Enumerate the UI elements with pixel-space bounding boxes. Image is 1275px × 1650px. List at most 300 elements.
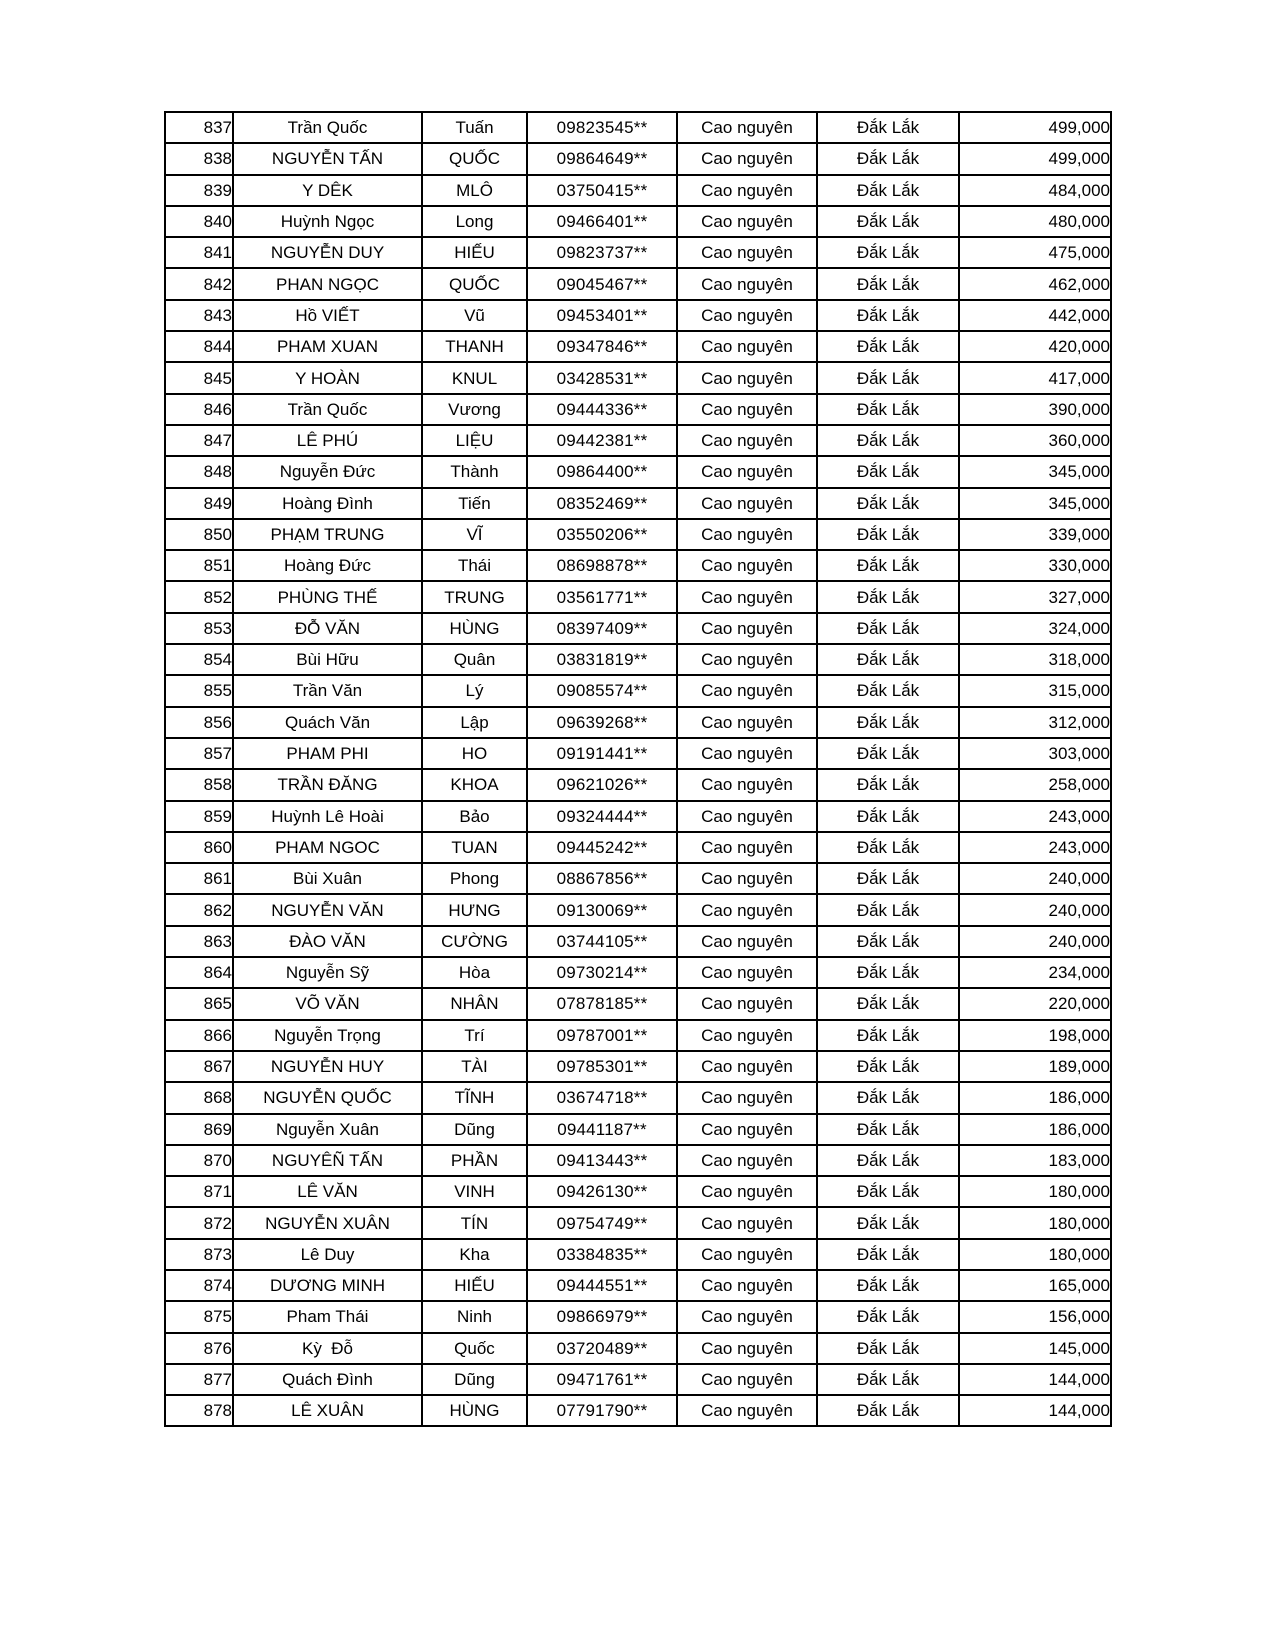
amount-cell: 345,000 [959, 488, 1111, 519]
phone-cell: 07878185** [527, 988, 677, 1019]
given-name-cell: Lập [422, 707, 527, 738]
province-cell: Đắk Lắk [817, 1364, 959, 1395]
amount-cell: 339,000 [959, 519, 1111, 550]
table-row [165, 863, 1111, 894]
row-number-cell: 872 [165, 1207, 233, 1238]
first-middle-name-cell: Lê Duy [233, 1239, 422, 1270]
given-name-cell: TRUNG [422, 581, 527, 612]
region-cell: Cao nguyên [677, 1239, 817, 1270]
given-name-cell: HÙNG [422, 613, 527, 644]
table-row [165, 738, 1111, 769]
table-row [165, 1270, 1111, 1301]
province-cell: Đắk Lắk [817, 519, 959, 550]
region-cell: Cao nguyên [677, 832, 817, 863]
first-middle-name-cell: LÊ XUÂN [233, 1395, 422, 1426]
row-number-cell: 860 [165, 832, 233, 863]
given-name-cell: Ninh [422, 1301, 527, 1332]
amount-cell: 420,000 [959, 331, 1111, 362]
row-number-cell: 870 [165, 1145, 233, 1176]
table-row [165, 143, 1111, 174]
province-cell: Đắk Lắk [817, 1395, 959, 1426]
amount-cell: 312,000 [959, 707, 1111, 738]
region-cell: Cao nguyên [677, 550, 817, 581]
region-cell: Cao nguyên [677, 957, 817, 988]
given-name-cell: Quốc [422, 1333, 527, 1364]
row-number-cell: 863 [165, 926, 233, 957]
first-middle-name-cell: PHẠM TRUNG [233, 519, 422, 550]
phone-cell: 03428531** [527, 362, 677, 393]
phone-cell: 09866979** [527, 1301, 677, 1332]
table-row [165, 1020, 1111, 1051]
given-name-cell: QUỐC [422, 143, 527, 174]
table-row [165, 926, 1111, 957]
province-cell: Đắk Lắk [817, 143, 959, 174]
amount-cell: 240,000 [959, 894, 1111, 925]
region-cell: Cao nguyên [677, 331, 817, 362]
first-middle-name-cell: NGUYỄN DUY [233, 237, 422, 268]
recipient-table [164, 111, 1112, 1427]
phone-cell: 09754749** [527, 1207, 677, 1238]
phone-cell: 09621026** [527, 769, 677, 800]
row-number-cell: 877 [165, 1364, 233, 1395]
phone-cell: 09730214** [527, 957, 677, 988]
row-number-cell: 845 [165, 362, 233, 393]
region-cell: Cao nguyên [677, 613, 817, 644]
given-name-cell: PHẦN [422, 1145, 527, 1176]
amount-cell: 462,000 [959, 268, 1111, 299]
province-cell: Đắk Lắk [817, 988, 959, 1019]
row-number-cell: 839 [165, 175, 233, 206]
first-middle-name-cell: PHAM PHI [233, 738, 422, 769]
first-middle-name-cell: PHAM XUAN [233, 331, 422, 362]
region-cell: Cao nguyên [677, 1020, 817, 1051]
amount-cell: 303,000 [959, 738, 1111, 769]
row-number-cell: 849 [165, 488, 233, 519]
region-cell: Cao nguyên [677, 581, 817, 612]
province-cell: Đắk Lắk [817, 644, 959, 675]
first-middle-name-cell: LÊ VĂN [233, 1176, 422, 1207]
province-cell: Đắk Lắk [817, 707, 959, 738]
first-middle-name-cell: PHÙNG THẾ [233, 581, 422, 612]
given-name-cell: HO [422, 738, 527, 769]
phone-cell: 08698878** [527, 550, 677, 581]
table-row [165, 644, 1111, 675]
given-name-cell: Kha [422, 1239, 527, 1270]
given-name-cell: TÀI [422, 1051, 527, 1082]
first-middle-name-cell: Huỳnh Lê Hoài [233, 801, 422, 832]
region-cell: Cao nguyên [677, 675, 817, 706]
given-name-cell: Phong [422, 863, 527, 894]
region-cell: Cao nguyên [677, 738, 817, 769]
given-name-cell: THANH [422, 331, 527, 362]
row-number-cell: 875 [165, 1301, 233, 1332]
province-cell: Đắk Lắk [817, 300, 959, 331]
amount-cell: 156,000 [959, 1301, 1111, 1332]
phone-cell: 09471761** [527, 1364, 677, 1395]
phone-cell: 09453401** [527, 300, 677, 331]
phone-cell: 09441187** [527, 1114, 677, 1145]
phone-cell: 03384835** [527, 1239, 677, 1270]
first-middle-name-cell: PHAM NGOC [233, 832, 422, 863]
amount-cell: 258,000 [959, 769, 1111, 800]
row-number-cell: 869 [165, 1114, 233, 1145]
region-cell: Cao nguyên [677, 1270, 817, 1301]
first-middle-name-cell: Pham Thái [233, 1301, 422, 1332]
province-cell: Đắk Lắk [817, 1051, 959, 1082]
region-cell: Cao nguyên [677, 1145, 817, 1176]
phone-cell: 09442381** [527, 425, 677, 456]
amount-cell: 499,000 [959, 143, 1111, 174]
row-number-cell: 854 [165, 644, 233, 675]
row-number-cell: 855 [165, 675, 233, 706]
amount-cell: 480,000 [959, 206, 1111, 237]
region-cell: Cao nguyên [677, 894, 817, 925]
region-cell: Cao nguyên [677, 237, 817, 268]
first-middle-name-cell: NGUYỄN VĂN [233, 894, 422, 925]
row-number-cell: 865 [165, 988, 233, 1019]
province-cell: Đắk Lắk [817, 894, 959, 925]
table-row [165, 1145, 1111, 1176]
phone-cell: 09864649** [527, 143, 677, 174]
region-cell: Cao nguyên [677, 143, 817, 174]
province-cell: Đắk Lắk [817, 112, 959, 143]
row-number-cell: 873 [165, 1239, 233, 1270]
province-cell: Đắk Lắk [817, 331, 959, 362]
given-name-cell: QUỐC [422, 268, 527, 299]
province-cell: Đắk Lắk [817, 1270, 959, 1301]
amount-cell: 198,000 [959, 1020, 1111, 1051]
row-number-cell: 838 [165, 143, 233, 174]
province-cell: Đắk Lắk [817, 237, 959, 268]
first-middle-name-cell: ĐÀO VĂN [233, 926, 422, 957]
province-cell: Đắk Lắk [817, 863, 959, 894]
province-cell: Đắk Lắk [817, 926, 959, 957]
amount-cell: 186,000 [959, 1114, 1111, 1145]
province-cell: Đắk Lắk [817, 1176, 959, 1207]
region-cell: Cao nguyên [677, 519, 817, 550]
region-cell: Cao nguyên [677, 1395, 817, 1426]
table-row [165, 613, 1111, 644]
first-middle-name-cell: Nguyễn Xuân [233, 1114, 422, 1145]
row-number-cell: 859 [165, 801, 233, 832]
province-cell: Đắk Lắk [817, 1333, 959, 1364]
region-cell: Cao nguyên [677, 456, 817, 487]
amount-cell: 145,000 [959, 1333, 1111, 1364]
amount-cell: 315,000 [959, 675, 1111, 706]
row-number-cell: 862 [165, 894, 233, 925]
given-name-cell: Tiến [422, 488, 527, 519]
first-middle-name-cell: Y HOÀN [233, 362, 422, 393]
table-row [165, 1301, 1111, 1332]
table-row [165, 1364, 1111, 1395]
amount-cell: 475,000 [959, 237, 1111, 268]
first-middle-name-cell: LÊ PHÚ [233, 425, 422, 456]
given-name-cell: VINH [422, 1176, 527, 1207]
region-cell: Cao nguyên [677, 425, 817, 456]
given-name-cell: TUAN [422, 832, 527, 863]
amount-cell: 360,000 [959, 425, 1111, 456]
province-cell: Đắk Lắk [817, 801, 959, 832]
table-row [165, 1082, 1111, 1113]
table-row [165, 1051, 1111, 1082]
phone-cell: 08352469** [527, 488, 677, 519]
province-cell: Đắk Lắk [817, 1301, 959, 1332]
given-name-cell: HƯNG [422, 894, 527, 925]
table-row [165, 1239, 1111, 1270]
amount-cell: 144,000 [959, 1395, 1111, 1426]
region-cell: Cao nguyên [677, 206, 817, 237]
row-number-cell: 874 [165, 1270, 233, 1301]
given-name-cell: Vương [422, 394, 527, 425]
region-cell: Cao nguyên [677, 1114, 817, 1145]
amount-cell: 186,000 [959, 1082, 1111, 1113]
row-number-cell: 864 [165, 957, 233, 988]
row-number-cell: 850 [165, 519, 233, 550]
region-cell: Cao nguyên [677, 1333, 817, 1364]
row-number-cell: 866 [165, 1020, 233, 1051]
province-cell: Đắk Lắk [817, 675, 959, 706]
amount-cell: 240,000 [959, 863, 1111, 894]
table-row [165, 581, 1111, 612]
row-number-cell: 867 [165, 1051, 233, 1082]
region-cell: Cao nguyên [677, 175, 817, 206]
phone-cell: 09785301** [527, 1051, 677, 1082]
given-name-cell: Trí [422, 1020, 527, 1051]
table-row [165, 425, 1111, 456]
province-cell: Đắk Lắk [817, 613, 959, 644]
row-number-cell: 876 [165, 1333, 233, 1364]
province-cell: Đắk Lắk [817, 769, 959, 800]
phone-cell: 03720489** [527, 1333, 677, 1364]
row-number-cell: 843 [165, 300, 233, 331]
first-middle-name-cell: Trần Văn [233, 675, 422, 706]
region-cell: Cao nguyên [677, 863, 817, 894]
phone-cell: 09444336** [527, 394, 677, 425]
amount-cell: 220,000 [959, 988, 1111, 1019]
row-number-cell: 847 [165, 425, 233, 456]
table-row [165, 1114, 1111, 1145]
amount-cell: 390,000 [959, 394, 1111, 425]
table-row [165, 206, 1111, 237]
region-cell: Cao nguyên [677, 394, 817, 425]
table-row [165, 1207, 1111, 1238]
region-cell: Cao nguyên [677, 300, 817, 331]
table-row [165, 957, 1111, 988]
row-number-cell: 842 [165, 268, 233, 299]
table-row [165, 1176, 1111, 1207]
first-middle-name-cell: NGUYỄN TẤN [233, 143, 422, 174]
phone-cell: 03744105** [527, 926, 677, 957]
first-middle-name-cell: Nguyễn Sỹ [233, 957, 422, 988]
first-middle-name-cell: Nguyễn Trọng [233, 1020, 422, 1051]
first-middle-name-cell: Bùi Hữu [233, 644, 422, 675]
amount-cell: 183,000 [959, 1145, 1111, 1176]
region-cell: Cao nguyên [677, 1082, 817, 1113]
region-cell: Cao nguyên [677, 1176, 817, 1207]
first-middle-name-cell: NGUYỄN HUY [233, 1051, 422, 1082]
first-middle-name-cell: Huỳnh Ngọc [233, 206, 422, 237]
table-row [165, 894, 1111, 925]
row-number-cell: 871 [165, 1176, 233, 1207]
row-number-cell: 848 [165, 456, 233, 487]
phone-cell: 09413443** [527, 1145, 677, 1176]
first-middle-name-cell: NGUYÊÑ TẤN [233, 1145, 422, 1176]
table-row [165, 331, 1111, 362]
region-cell: Cao nguyên [677, 988, 817, 1019]
first-middle-name-cell: Quách Văn [233, 707, 422, 738]
given-name-cell: Bảo [422, 801, 527, 832]
given-name-cell: Dũng [422, 1364, 527, 1395]
phone-cell: 09130069** [527, 894, 677, 925]
first-middle-name-cell: PHAN NGỌC [233, 268, 422, 299]
first-middle-name-cell: Nguyễn Đức [233, 456, 422, 487]
province-cell: Đắk Lắk [817, 488, 959, 519]
phone-cell: 07791790** [527, 1395, 677, 1426]
given-name-cell: MLÔ [422, 175, 527, 206]
given-name-cell: KNUL [422, 362, 527, 393]
row-number-cell: 858 [165, 769, 233, 800]
province-cell: Đắk Lắk [817, 832, 959, 863]
province-cell: Đắk Lắk [817, 175, 959, 206]
phone-cell: 03831819** [527, 644, 677, 675]
table-body [165, 112, 1111, 1426]
given-name-cell: TÍN [422, 1207, 527, 1238]
given-name-cell: Tuấn [422, 112, 527, 143]
first-middle-name-cell: Hoàng Đình [233, 488, 422, 519]
first-middle-name-cell: Quách Đình [233, 1364, 422, 1395]
amount-cell: 330,000 [959, 550, 1111, 581]
row-number-cell: 853 [165, 613, 233, 644]
province-cell: Đắk Lắk [817, 206, 959, 237]
amount-cell: 327,000 [959, 581, 1111, 612]
phone-cell: 08397409** [527, 613, 677, 644]
phone-cell: 09324444** [527, 801, 677, 832]
amount-cell: 499,000 [959, 112, 1111, 143]
phone-cell: 03550206** [527, 519, 677, 550]
table-row [165, 675, 1111, 706]
table-row [165, 519, 1111, 550]
given-name-cell: KHOA [422, 769, 527, 800]
given-name-cell: HIẾU [422, 1270, 527, 1301]
phone-cell: 09864400** [527, 456, 677, 487]
table-row [165, 832, 1111, 863]
given-name-cell: HÙNG [422, 1395, 527, 1426]
given-name-cell: Thái [422, 550, 527, 581]
province-cell: Đắk Lắk [817, 1145, 959, 1176]
phone-cell: 03674718** [527, 1082, 677, 1113]
row-number-cell: 861 [165, 863, 233, 894]
region-cell: Cao nguyên [677, 1051, 817, 1082]
row-number-cell: 851 [165, 550, 233, 581]
table-row [165, 268, 1111, 299]
amount-cell: 234,000 [959, 957, 1111, 988]
first-middle-name-cell: Trần Quốc [233, 394, 422, 425]
province-cell: Đắk Lắk [817, 1082, 959, 1113]
first-middle-name-cell: NGUYỄN XUÂN [233, 1207, 422, 1238]
first-middle-name-cell: Hồ VIẾT [233, 300, 422, 331]
row-number-cell: 841 [165, 237, 233, 268]
row-number-cell: 852 [165, 581, 233, 612]
table-row [165, 394, 1111, 425]
row-number-cell: 868 [165, 1082, 233, 1113]
amount-cell: 189,000 [959, 1051, 1111, 1082]
amount-cell: 243,000 [959, 832, 1111, 863]
row-number-cell: 840 [165, 206, 233, 237]
amount-cell: 318,000 [959, 644, 1111, 675]
row-number-cell: 878 [165, 1395, 233, 1426]
amount-cell: 243,000 [959, 801, 1111, 832]
first-middle-name-cell: ĐỖ VĂN [233, 613, 422, 644]
region-cell: Cao nguyên [677, 707, 817, 738]
region-cell: Cao nguyên [677, 801, 817, 832]
first-middle-name-cell: Bùi Xuân [233, 863, 422, 894]
region-cell: Cao nguyên [677, 488, 817, 519]
province-cell: Đắk Lắk [817, 394, 959, 425]
province-cell: Đắk Lắk [817, 268, 959, 299]
province-cell: Đắk Lắk [817, 1114, 959, 1145]
first-middle-name-cell: NGUYỄN QUỐC [233, 1082, 422, 1113]
amount-cell: 417,000 [959, 362, 1111, 393]
table-row [165, 801, 1111, 832]
phone-cell: 09466401** [527, 206, 677, 237]
given-name-cell: CƯỜNG [422, 926, 527, 957]
province-cell: Đắk Lắk [817, 456, 959, 487]
given-name-cell: HIẾU [422, 237, 527, 268]
table-row [165, 1395, 1111, 1426]
first-middle-name-cell: Trần Quốc [233, 112, 422, 143]
phone-cell: 09085574** [527, 675, 677, 706]
region-cell: Cao nguyên [677, 1364, 817, 1395]
given-name-cell: VĨ [422, 519, 527, 550]
phone-cell: 08867856** [527, 863, 677, 894]
table-row [165, 488, 1111, 519]
province-cell: Đắk Lắk [817, 1020, 959, 1051]
amount-cell: 180,000 [959, 1176, 1111, 1207]
amount-cell: 484,000 [959, 175, 1111, 206]
phone-cell: 09045467** [527, 268, 677, 299]
given-name-cell: Thành [422, 456, 527, 487]
given-name-cell: Dũng [422, 1114, 527, 1145]
region-cell: Cao nguyên [677, 644, 817, 675]
amount-cell: 165,000 [959, 1270, 1111, 1301]
amount-cell: 345,000 [959, 456, 1111, 487]
first-middle-name-cell: Kỳ Đỗ [233, 1333, 422, 1364]
row-number-cell: 837 [165, 112, 233, 143]
first-middle-name-cell: TRẦN ĐĂNG [233, 769, 422, 800]
phone-cell: 09426130** [527, 1176, 677, 1207]
table-row [165, 300, 1111, 331]
table-row [165, 456, 1111, 487]
table-row [165, 988, 1111, 1019]
phone-cell: 09191441** [527, 738, 677, 769]
given-name-cell: Lý [422, 675, 527, 706]
table-row [165, 769, 1111, 800]
row-number-cell: 857 [165, 738, 233, 769]
row-number-cell: 844 [165, 331, 233, 362]
region-cell: Cao nguyên [677, 268, 817, 299]
phone-cell: 09787001** [527, 1020, 677, 1051]
row-number-cell: 856 [165, 707, 233, 738]
province-cell: Đắk Lắk [817, 957, 959, 988]
amount-cell: 180,000 [959, 1207, 1111, 1238]
phone-cell: 09444551** [527, 1270, 677, 1301]
region-cell: Cao nguyên [677, 926, 817, 957]
table-row [165, 707, 1111, 738]
table-row [165, 1333, 1111, 1364]
region-cell: Cao nguyên [677, 1207, 817, 1238]
province-cell: Đắk Lắk [817, 581, 959, 612]
province-cell: Đắk Lắk [817, 1239, 959, 1270]
